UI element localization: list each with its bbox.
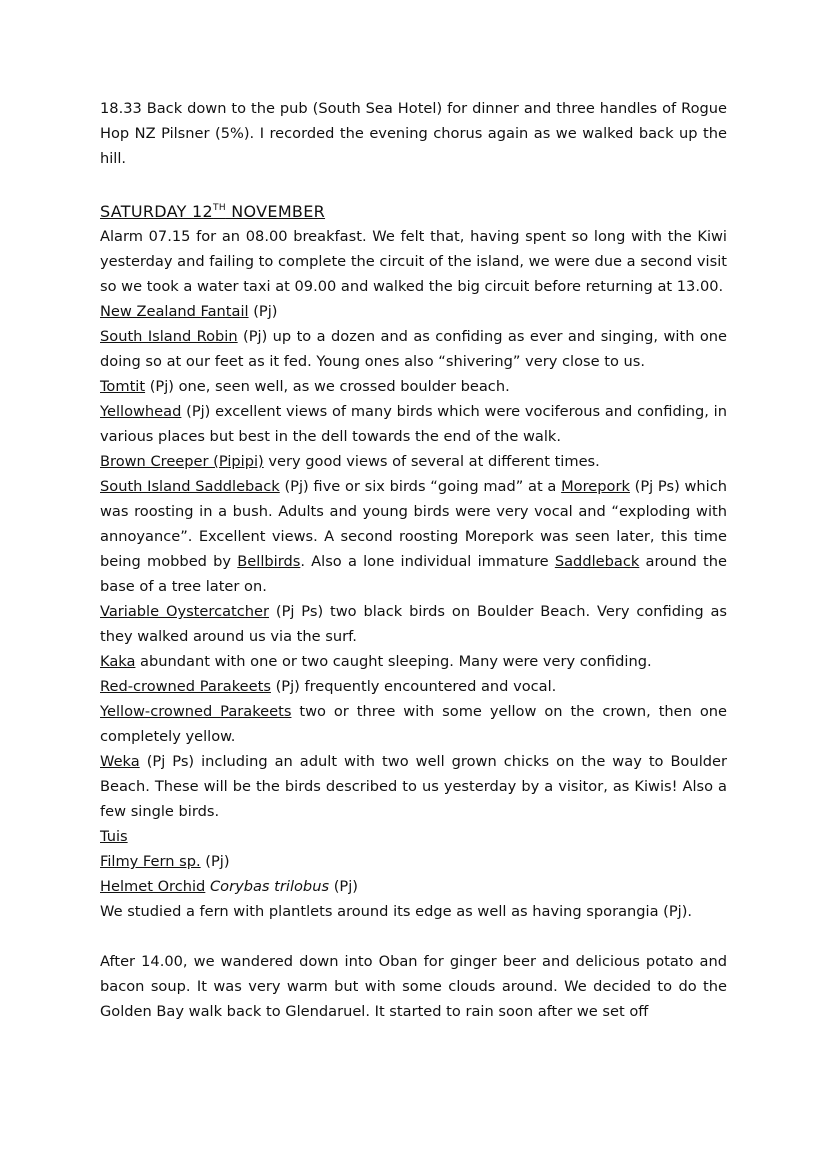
- species-name: Filmy Fern sp.: [100, 853, 201, 870]
- day-heading: [100, 199, 727, 224]
- entry-saddleback: South Island Saddleback (Pj) five or six birds “going mad” at a Morepork (Pj Ps) which was roosting in a bush. Adults and young birds were very vocal and “exploding with annoyance”. Excellent views. A second roosting Morepork was seen later, this time being mobbed by Bellbirds. Also a lone individual immature Saddleback around the base of a tree later on.: [100, 478, 727, 595]
- entry-robin: South Island Robin (Pj) up to a dozen and as confiding as ever and singing, with one doing so at our feet as it fed. Young ones also “shivering” very close to us.: [100, 328, 727, 370]
- species-name: Helmet Orchid: [100, 878, 206, 895]
- species-name: Kaka: [100, 653, 136, 670]
- species-name: Yellowhead: [100, 403, 182, 420]
- document-page: [100, 96, 727, 1024]
- species-name: Tomtit: [100, 378, 146, 395]
- entry-tuis: [100, 824, 727, 849]
- closing-paragraph: After 14.00, we wandered down into Oban for ginger beer and delicious potato and bacon soup. It was very warm but with some clouds around. We decided to do the Golden Bay walk back to Glendaruel. It started to rain soon after we set off: [100, 953, 727, 1020]
- entry-red-parakeets: Red-crowned Parakeets (Pj) frequently encountered and vocal.: [100, 678, 557, 695]
- plantlets-paragraph: We studied a fern with plantlets around its edge as well as having sporangia (Pj).: [100, 903, 693, 920]
- entry-weka: Weka (Pj Ps) including an adult with two well grown chicks on the way to Boulder Beach. These will be the birds described to us yesterday by a visitor, as Kiwis! Also a few single birds.: [100, 753, 727, 820]
- entry-tomtit: Tomtit (Pj) one, seen well, as we crossed boulder beach.: [100, 378, 510, 395]
- latin-name: Corybas trilobus: [209, 878, 330, 895]
- species-name: Brown Creeper (Pipipi): [100, 453, 264, 470]
- entry-brown-creeper: Brown Creeper (Pipipi) very good views of several at different times.: [100, 453, 600, 470]
- species-name: New Zealand Fantail: [100, 303, 249, 320]
- entry-yellow-parakeets: Yellow-crowned Parakeets two or three with some yellow on the crown, then one completely yellow.: [100, 703, 727, 745]
- heading-ordinal: TH: [213, 203, 226, 213]
- species-name-bellbirds: Bellbirds: [237, 553, 301, 570]
- species-name: Red-crowned Parakeets: [100, 678, 271, 695]
- heading-date: SATURDAY 12: [100, 202, 214, 221]
- entry-filmy-fern: Filmy Fern sp. (Pj): [100, 853, 230, 870]
- species-name: Yellow-crowned Parakeets: [100, 703, 292, 720]
- entry-oystercatcher: Variable Oystercatcher (Pj Ps) two black birds on Boulder Beach. Very confiding as they walked around us via the surf.: [100, 603, 727, 645]
- species-name: Variable Oystercatcher: [100, 603, 270, 620]
- entry-kaka: Kaka abundant with one or two caught sleeping. Many were very confiding.: [100, 653, 652, 670]
- species-name: Tuis: [100, 828, 128, 845]
- species-name: Weka: [100, 753, 140, 770]
- species-name-morepork: Morepork: [561, 478, 630, 495]
- species-name-saddleback: Saddleback: [554, 553, 640, 570]
- species-name: South Island Saddleback: [100, 478, 280, 495]
- heading-month: NOVEMBER: [225, 202, 326, 221]
- entry-fantail: New Zealand Fantail (Pj): [100, 303, 278, 320]
- alarm-paragraph: Alarm 07.15 for an 08.00 breakfast. We felt that, having spent so long with the Kiwi yesterday and failing to complete the circuit of the island, we were due a second visit so we took a water taxi at 09.00 and walked the big circuit before returning at 13.00.: [100, 228, 727, 295]
- entry-yellowhead: Yellowhead (Pj) excellent views of many birds which were vociferous and confiding, in various places but best in the dell towards the end of the walk.: [100, 403, 727, 445]
- intro-paragraph: 18.33 Back down to the pub (South Sea Hotel) for dinner and three handles of Rogue Hop NZ Pilsner (5%). I recorded the evening chorus again as we walked back up the hill.: [100, 100, 727, 167]
- species-name: South Island Robin: [100, 328, 238, 345]
- entry-helmet-orchid: Helmet Orchid Corybas trilobus (Pj): [100, 878, 358, 895]
